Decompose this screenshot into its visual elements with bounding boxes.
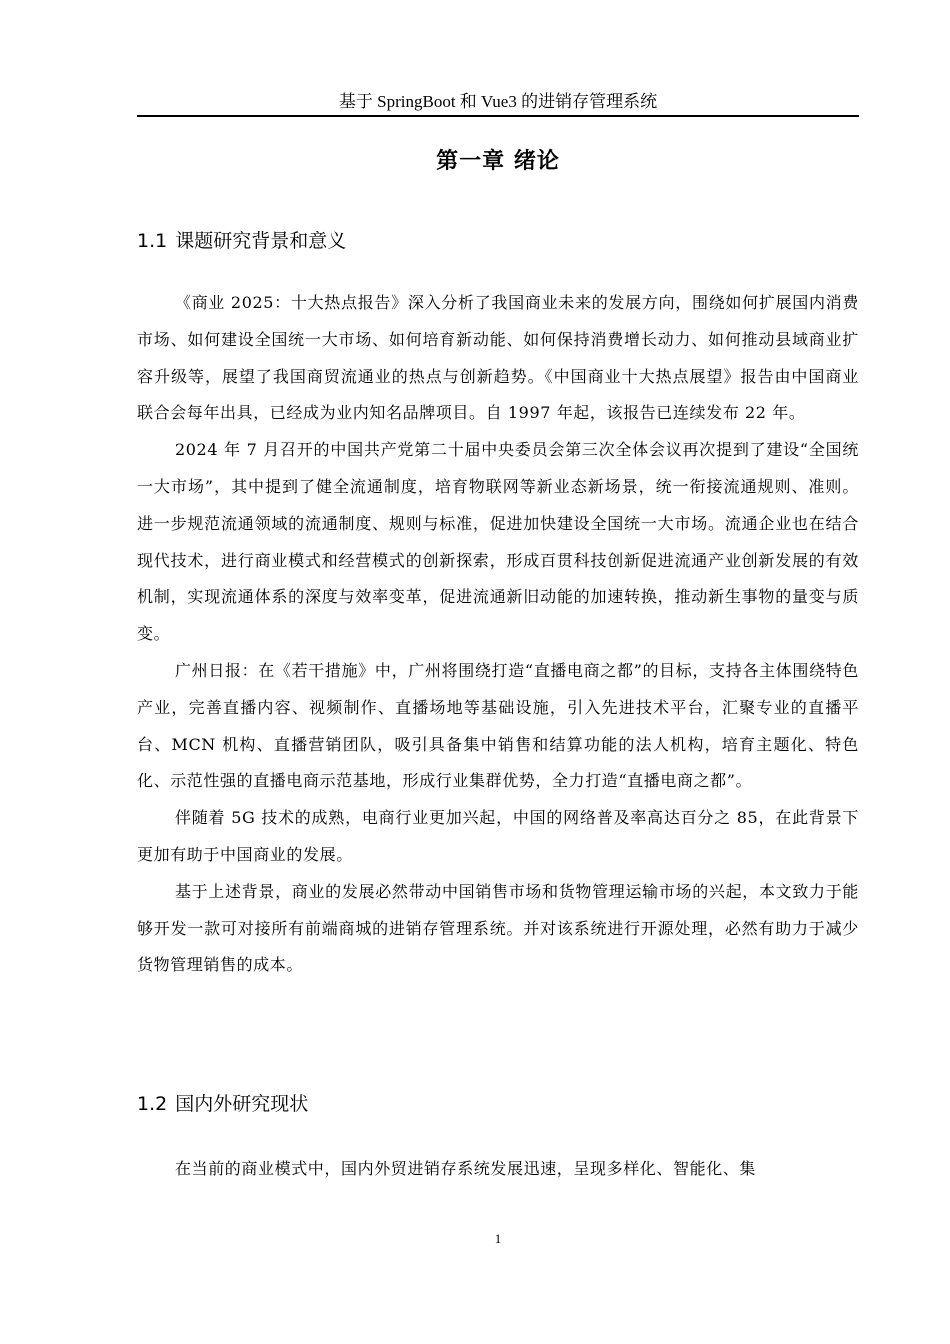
page-number: 1 (494, 1231, 502, 1246)
paragraph: 2024 年 7 月召开的中国共产党第二十届中央委员会第三次全体会议再次提到了建设“全国统一大市场”，其中提到了健全流通制度，培育物联网等新业态新场景，统一衔接流通规则、准则。进一步规范流通领域的流通制度、规则与标准，促进加快建设全国统一大市场。流通企业也在结合现代技术，进行商业模式和经营模式的创新探索，形成百贯科技创新促进流通产业创新发展的有效机制，实现流通体系的深度与效率变革，促进流通新旧动能的加速转换，推动新生事物的量变与质变。 (137, 440, 859, 644)
section-1-2-body (137, 1151, 859, 1188)
header-rule (137, 115, 859, 117)
paragraph: 广州日报：在《若干措施》中，广州将围绕打造“直播电商之都”的目标，支持各主体围绕特色产业，完善直播内容、视频制作、直播场地等基础设施，引入先进技术平台，汇聚专业的直播平台、MCN 机构、直播营销团队，吸引具备集中销售和结算功能的法人机构，培育主题化、特色化、示范性强的直播电商示范基地，形成行业集群优势，全力打造“直播电商之都”。 (137, 660, 859, 791)
section-number: 1.2 (137, 1093, 168, 1115)
section-title-text: 国内外研究现状 (175, 1093, 309, 1115)
section-title-text: 课题研究背景和意义 (175, 230, 347, 252)
paragraph: 基于上述背景，商业的发展必然带动中国销售市场和货物管理运输市场的兴起，本文致力于能够开发一款可对接所有前端商城的进销存管理系统。并对该系统进行开源处理，必然有助力于减少货物管理销售的成本。 (137, 881, 859, 975)
paragraph: 在当前的商业模式中，国内外贸进销存系统发展迅速，呈现多样化、智能化、集 (175, 1159, 757, 1178)
paragraph: 《商业 2025：十大热点报告》深入分析了我国商业未来的发展方向，围绕如何扩展国内消费市场、如何建设全国统一大市场、如何培育新动能、如何保持消费增长动力、如何推动县域商业扩容升级等，展望了我国商贸流通业的热点与创新趋势。《中国商业十大热点展望》报告由中国商业联合会每年出具，已经成为业内知名品牌项目。自 1997 年起，该报告已连续发布 22 年。 (137, 293, 859, 423)
paragraph: 伴随着 5G 技术的成熟，电商行业更加兴起，中国的网络普及率高达百分之 85，在此背景下更加有助于中国商业的发展。 (137, 808, 859, 864)
running-header: 基于 SpringBoot 和 Vue3 的进销存管理系统 (338, 92, 658, 111)
section-heading-1-2 (137, 1090, 859, 1118)
section-1-1-body (137, 285, 859, 984)
chapter-title: 第一章 绪论 (436, 149, 560, 174)
section-heading-1-1 (137, 227, 859, 255)
section-number: 1.1 (137, 230, 168, 252)
